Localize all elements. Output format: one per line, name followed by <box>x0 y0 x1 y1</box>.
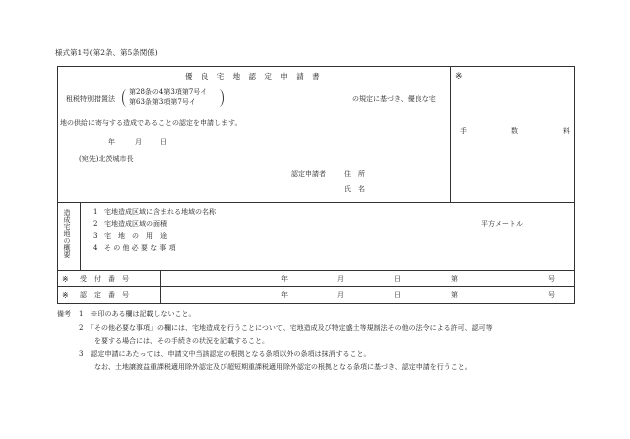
article-2: 第63条第3項第7号イ <box>129 98 196 106</box>
section-divider-2 <box>57 270 575 271</box>
reception-year: 年 <box>281 275 288 283</box>
item-1-text: 宅地造成区域に含まれる地域の名称 <box>104 208 216 216</box>
fee-mark: ※ <box>455 72 463 82</box>
reception-label-divider <box>160 270 161 304</box>
notes-header: 備考 <box>57 310 71 318</box>
reception-day: 日 <box>394 275 401 283</box>
item-4-num: 4 <box>93 244 98 252</box>
tax-law-label: 租税特別措置法 <box>66 95 115 103</box>
section-divider-1 <box>57 202 575 203</box>
reception-no-suffix: 号 <box>548 275 555 283</box>
certification-day: 日 <box>394 291 401 299</box>
date-year: 年 <box>108 138 115 146</box>
certification-year: 年 <box>281 291 288 299</box>
fee-label-1: 手 <box>460 127 467 135</box>
reception-label: 受 付 番 号 <box>80 275 129 283</box>
applicant-label: 認定申請者 <box>291 170 326 178</box>
certification-no-suffix: 号 <box>548 291 555 299</box>
date-month: 月 <box>135 138 142 146</box>
article-1: 第28条の4第3項第7号イ <box>129 88 208 96</box>
note-2-line-1: 2 「その他必要な事項」の欄には、宅地造成を行うことについて、宅地造成及び特定盛土等規制法その他の法令による許可、認可等 <box>79 324 493 332</box>
name-label: 氏 名 <box>344 185 365 193</box>
certification-month: 月 <box>337 291 344 299</box>
reception-no-prefix: 第 <box>451 275 458 283</box>
area-unit: 平方メートル <box>481 220 523 228</box>
fee-label-3: 料 <box>563 127 570 135</box>
certification-label: 認 定 番 号 <box>80 291 129 299</box>
item-1-num: 1 <box>93 208 98 216</box>
form-title: 優 良 宅 地 認 定 申 請 書 <box>185 72 323 81</box>
item-2-num: 2 <box>93 220 98 228</box>
certification-mark: ※ <box>62 291 69 300</box>
note-1: 1 ※印のある欄は記載しないこと。 <box>79 310 196 318</box>
note-3-line-2: なお、土地譲渡益重課税適用除外認定及び超短期重課税適用除外認定の根拠となる条項に基づき、認定申請を行うこと。 <box>94 363 472 371</box>
addressee: (宛先)北茨城市長 <box>79 155 134 163</box>
left-brace <box>122 89 128 107</box>
reception-month: 月 <box>337 275 344 283</box>
section-divider-3 <box>57 286 575 287</box>
date-day: 日 <box>160 138 167 146</box>
form-number: 様式第1号(第2条、第5条関係) <box>55 48 158 57</box>
intro-line-2: 地の供給に寄与する造成であることの認定を申請します。 <box>60 119 242 127</box>
note-3-line-1: 3 認定申請にあたっては、申請文中当該認定の根拠となる条項以外の条項は抹消すること。 <box>79 350 371 358</box>
note-2-line-2: を要する場合には、その手続きの状況を記載すること。 <box>94 337 269 345</box>
certification-no-prefix: 第 <box>451 291 458 299</box>
fee-divider <box>450 66 451 202</box>
item-3-num: 3 <box>93 232 98 240</box>
item-4-text: そ の 他 必 要 な 事 項 <box>104 244 176 252</box>
reception-mark: ※ <box>62 275 69 284</box>
overview-section-label: 造成宅地の概要 <box>63 209 71 258</box>
address-label: 住 所 <box>344 170 365 178</box>
item-2-text: 宅地造成区域の面積 <box>104 220 167 228</box>
fee-label-2: 数 <box>511 127 518 135</box>
overview-label-divider <box>80 202 81 270</box>
item-3-text: 宅 地 の 用 途 <box>104 232 167 240</box>
intro-suffix: の規定に基づき、優良な宅 <box>352 95 436 103</box>
